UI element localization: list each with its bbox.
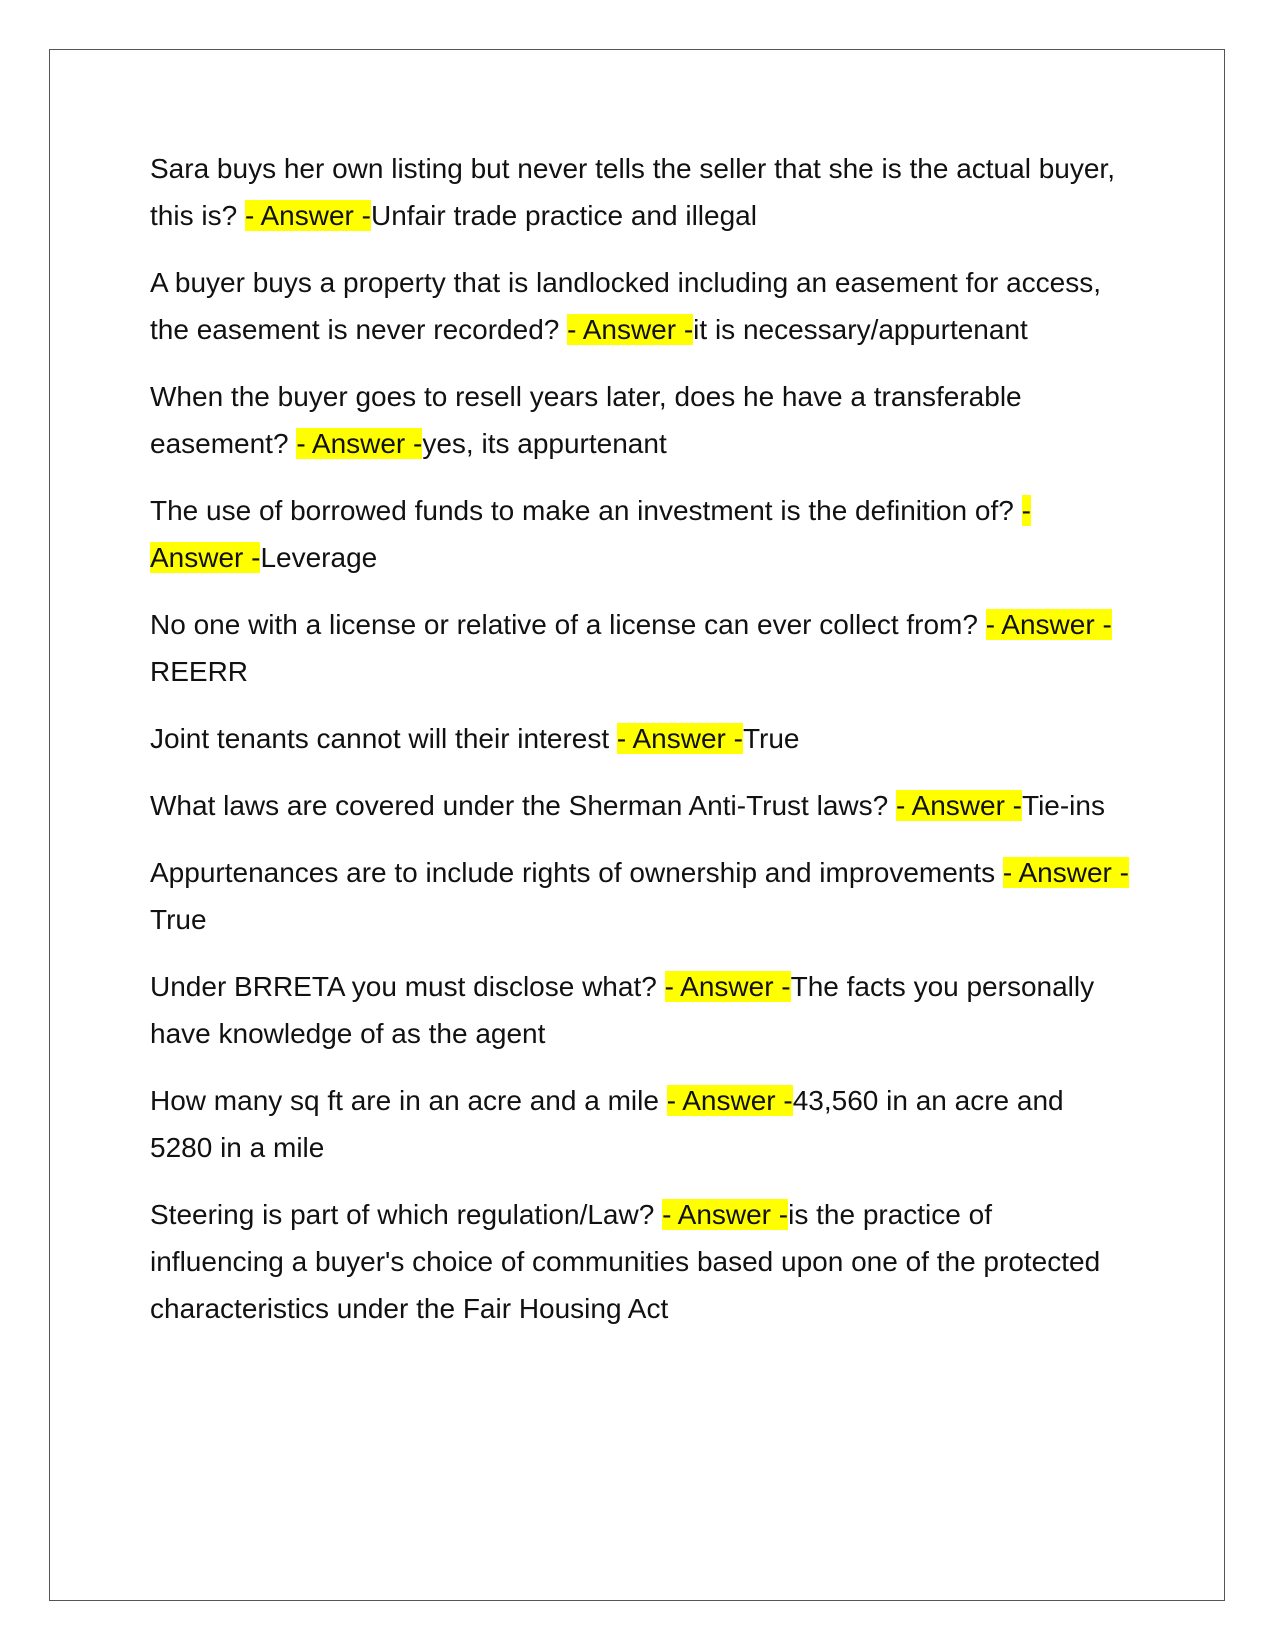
answer-text: Tie-ins [1022, 790, 1105, 821]
question-text: No one with a license or relative of a license can ever collect from? [150, 609, 986, 640]
answer-text: 43,560 in an acre and 5280 in a mile [150, 1085, 1064, 1163]
answer-marker: - Answer - [662, 1199, 789, 1230]
question-text: How many sq ft are in an acre and a mile [150, 1085, 667, 1116]
question-text: Steering is part of which regulation/Law? [150, 1199, 663, 1230]
document-body [150, 145, 1130, 1352]
answer-text: REERR [150, 656, 249, 687]
qa-item [150, 963, 1130, 1057]
qa-item [150, 1191, 1130, 1332]
qa-item [150, 487, 1130, 581]
answer-marker: - Answer - [985, 609, 1112, 640]
answer-marker: - Answer - [664, 971, 791, 1002]
answer-marker: - Answer - [616, 723, 743, 754]
qa-item [150, 1077, 1130, 1171]
question-text: When the buyer goes to resell years later, does he have a transferable easement? [150, 381, 1022, 459]
qa-item [150, 715, 1130, 762]
qa-item [150, 373, 1130, 467]
question-text: Appurtenances are to include rights of ownership and improvements [150, 857, 1003, 888]
question-text: Under BRRETA you must disclose what? [150, 971, 665, 1002]
question-text: Sara buys her own listing but never tells the seller that she is the actual buyer, this is? [150, 153, 1115, 231]
answer-text: Leverage [260, 542, 378, 573]
qa-item [150, 849, 1130, 943]
qa-item [150, 782, 1130, 829]
answer-marker: - Answer - [666, 1085, 793, 1116]
answer-marker: - Answer - [567, 314, 694, 345]
answer-text: is the practice of influencing a buyer's choice of communities based upon one of the protected characteristics under the Fair Housing Act [150, 1199, 1101, 1324]
answer-marker: - Answer - [150, 495, 1031, 573]
answer-marker: - Answer - [296, 428, 423, 459]
answer-marker: - Answer - [1002, 857, 1129, 888]
question-text: A buyer buys a property that is landlocked including an easement for access, the easement is never recorded? [150, 267, 1101, 345]
answer-text: The facts you personally have knowledge of as the agent [150, 971, 1095, 1049]
answer-text: True [742, 723, 800, 754]
qa-item [150, 145, 1130, 239]
question-text: The use of borrowed funds to make an investment is the definition of? [150, 495, 1022, 526]
question-text: Joint tenants cannot will their interest [150, 723, 617, 754]
answer-marker: - Answer - [895, 790, 1022, 821]
answer-text: yes, its appurtenant [422, 428, 667, 459]
answer-text: Unfair trade practice and illegal [370, 200, 757, 231]
qa-item [150, 601, 1130, 695]
answer-marker: - Answer - [244, 200, 371, 231]
answer-text: True [150, 904, 207, 935]
answer-text: it is necessary/appurtenant [693, 314, 1028, 345]
qa-item [150, 259, 1130, 353]
question-text: What laws are covered under the Sherman Anti-Trust laws? [150, 790, 896, 821]
